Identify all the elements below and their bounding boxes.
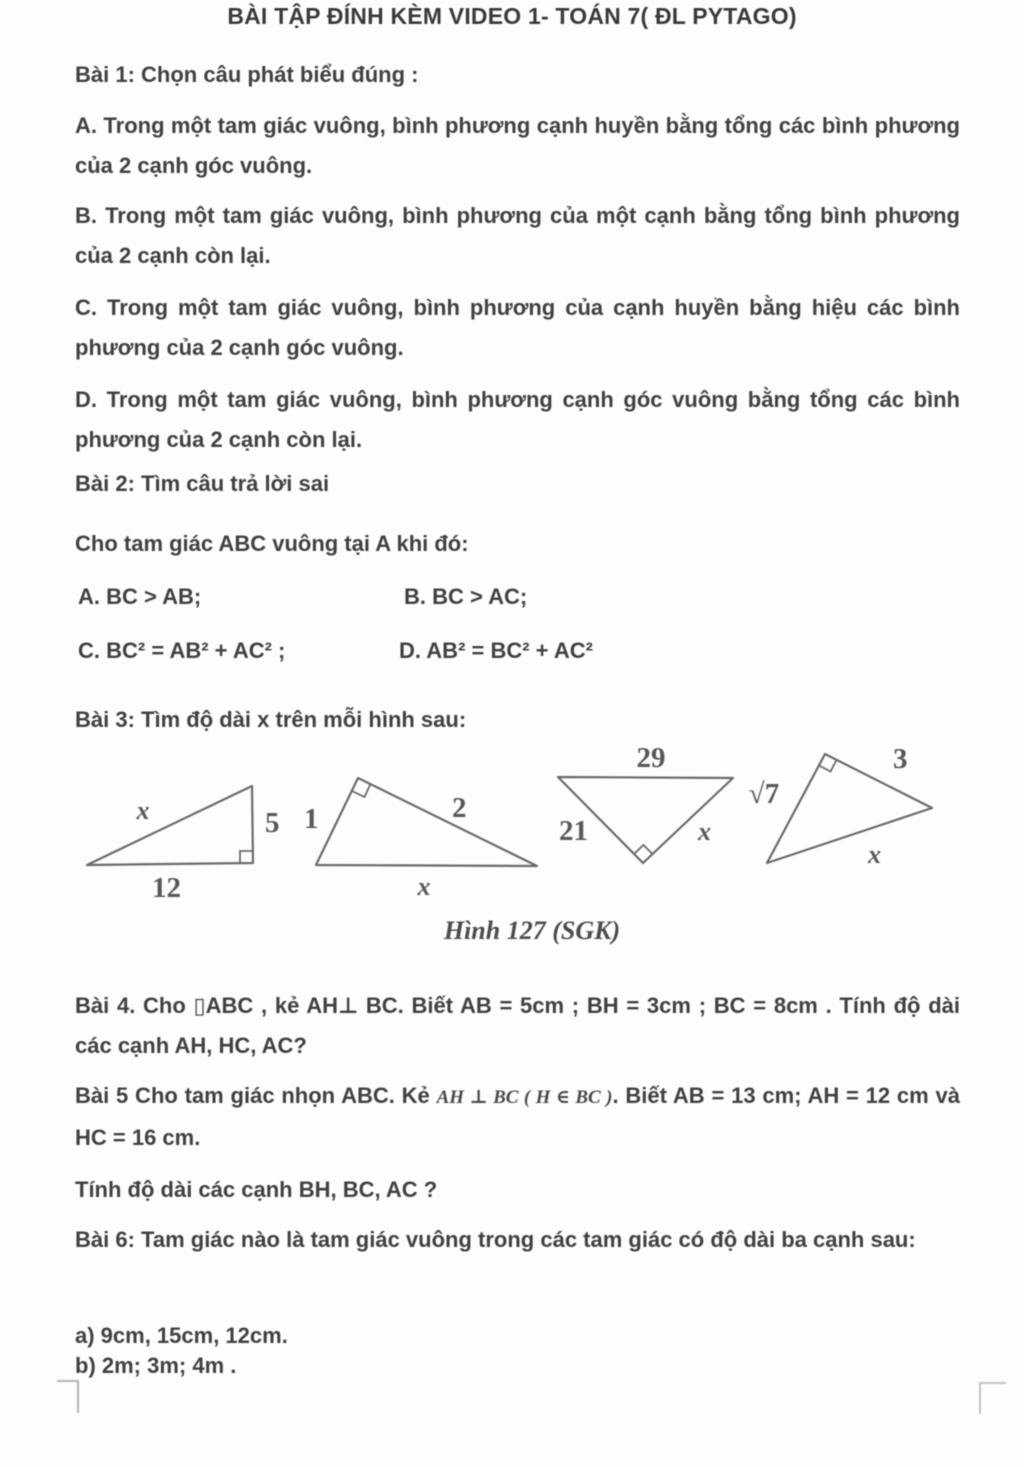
crop-mark-left bbox=[57, 1380, 79, 1413]
label-base: 12 bbox=[152, 872, 181, 904]
ex1-option-c: C. Trong một tam giác vuông, bình phương của cạnh huyền bằng hiệu các bình phương của 2 cạnh góc vuông. bbox=[75, 295, 960, 360]
ex5-text-pre: Cho tam giác nhọn ABC. Kẻ bbox=[128, 1083, 437, 1108]
ex3-prompt: Tìm độ dài x trên mỗi hình sau: bbox=[134, 707, 467, 732]
page-title: BÀI TẬP ĐÍNH KÈM VIDEO 1- TOÁN 7( ĐL PYTAGO) bbox=[227, 3, 797, 29]
ex3-label: Bài 3: bbox=[75, 707, 135, 732]
ex5-label: Bài 5 bbox=[75, 1083, 129, 1108]
ex2-option-a: A. BC > AB; bbox=[78, 584, 202, 609]
label-left: 1 bbox=[304, 803, 319, 835]
label-left: √7 bbox=[748, 778, 780, 810]
ex2-prompt: Tìm câu trả lời sai bbox=[134, 471, 330, 496]
ex6-label: Bài 6: bbox=[75, 1227, 135, 1252]
label-left: 21 bbox=[559, 815, 588, 847]
ex1-option-d: D. Trong một tam giác vuông, bình phương cạnh góc vuông bằng tổng các bình phương của 2 cạnh còn lại. bbox=[75, 387, 960, 452]
ex3-heading bbox=[75, 700, 960, 740]
ex6-item-b: b) 2m; 3m; 4m . bbox=[75, 1353, 237, 1378]
ex6-text: Tam giác nào là tam giác vuông trong các tam giác có độ dài ba cạnh sau: bbox=[134, 1227, 916, 1252]
triangle-figure-4 bbox=[749, 743, 932, 869]
ex3-triangle-figures bbox=[0, 735, 1024, 920]
ex2-label: Bài 2: bbox=[75, 471, 135, 496]
label-top: 29 bbox=[636, 742, 666, 774]
label-top: 2 bbox=[452, 792, 467, 824]
ex6-paragraph bbox=[75, 1220, 960, 1260]
triangle-figure-1 bbox=[87, 786, 280, 904]
label-hypotenuse: x bbox=[136, 796, 150, 825]
ex1-label: Bài 1: bbox=[75, 62, 135, 87]
ex1-option-b: B. Trong một tam giác vuông, bình phương của một cạnh bằng tổng bình phương của 2 cạnh còn lại. bbox=[75, 203, 960, 268]
label-base: x bbox=[417, 872, 431, 901]
label-right: x bbox=[698, 817, 711, 846]
crop-mark-right bbox=[979, 1382, 1006, 1414]
right-angle-mark bbox=[634, 845, 653, 854]
ex2-option-b: B. BC > AC; bbox=[404, 584, 528, 609]
triangle-figure-3 bbox=[558, 742, 733, 863]
ex2-given: Cho tam giác ABC vuông tại A khi đó: bbox=[75, 531, 469, 556]
ex5-question: Tính độ dài các cạnh BH, BC, AC ? bbox=[75, 1177, 438, 1202]
label-side: 5 bbox=[265, 807, 280, 839]
ex2-heading bbox=[75, 464, 960, 504]
ex1-prompt: Chọn câu phát biểu đúng : bbox=[134, 62, 419, 87]
ex5-text-post: . Biết AB = 13 cm; AH = 12 cm và HC = 16 cm. bbox=[75, 1083, 960, 1150]
ex1-option-a: A. Trong một tam giác vuông, bình phương cạnh huyền bằng tổng các bình phương của 2 cạnh góc vuông. bbox=[75, 113, 960, 178]
ex1-heading bbox=[75, 55, 960, 95]
ex2-option-c: C. BC² = AB² + AC² ; bbox=[78, 638, 286, 663]
triangle-figure-2 bbox=[304, 778, 537, 901]
label-base: x bbox=[868, 840, 881, 869]
ex2-option-d: D. AB² = BC² + AC² bbox=[399, 638, 593, 663]
ex4-label: Bài 4. bbox=[75, 993, 136, 1018]
right-angle-mark bbox=[240, 851, 253, 863]
ex5-paragraph bbox=[75, 1076, 960, 1158]
label-top: 3 bbox=[893, 743, 908, 775]
ex4-text: Cho ▯ABC , kẻ AH⊥ BC. Biết AB = 5cm ; BH = 3cm ; BC = 8cm . Tính độ dài các cạnh AH, HC, AC? bbox=[75, 993, 960, 1058]
ex5-math-expression: AH ⊥ BC ( H ∈ BC ) bbox=[436, 1087, 613, 1108]
ex4-paragraph bbox=[75, 986, 960, 1066]
ex6-item-a: a) 9cm, 15cm, 12cm. bbox=[75, 1323, 288, 1348]
figure-caption: Hình 127 (SGK) bbox=[443, 916, 621, 945]
